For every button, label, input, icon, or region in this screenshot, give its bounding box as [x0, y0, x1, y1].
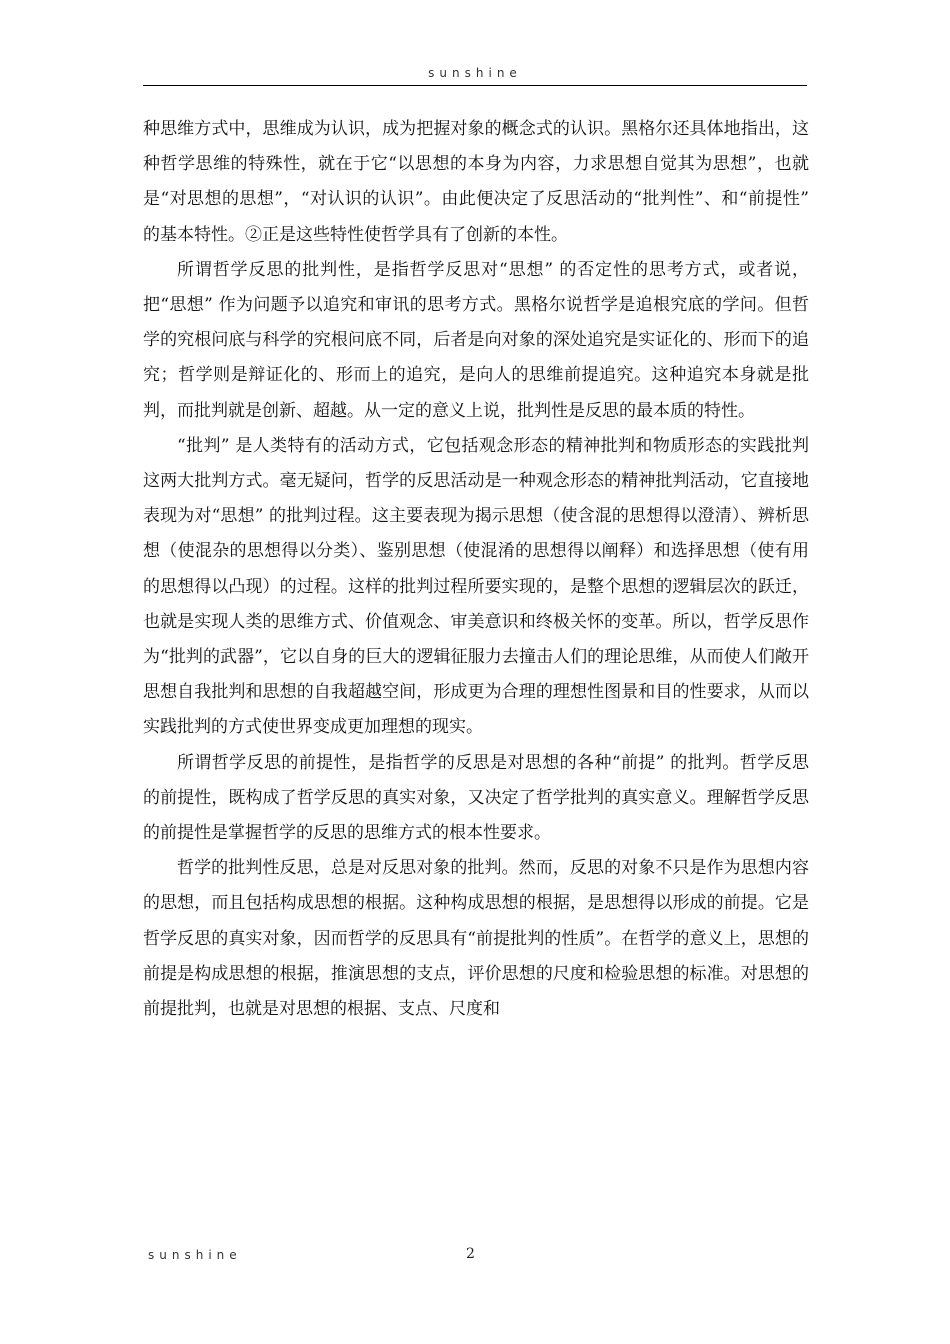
document-body [143, 112, 809, 1027]
paragraph-5: 哲学的批判性反思，总是对反思对象的批判。然而，反思的对象不只是作为思想内容的思想，而且包括构成思想的根据。这种构成思想的根据，是思想得以形成的前提。它是哲学反思的真实对象，因而哲学的反思具有“前提批判的性质”。在哲学的意义上，思想的前提是构成思想的根据，推演思想的支点，评价思想的尺度和检验思想的标准。对思想的前提批判，也就是对思想的根据、支点、尺度和 [143, 858, 809, 1020]
header-divider [143, 85, 807, 86]
page-footer-text: sunshine [148, 1248, 242, 1262]
paragraph-4: 所谓哲学反思的前提性，是指哲学的反思是对思想的各种“前提” 的批判。哲学反思的前提性，既构成了哲学反思的真实对象，又决定了哲学批判的真实意义。理解哲学反思的前提性是掌握哲学的反思的思维方式的根本性要求。 [143, 752, 809, 844]
page-number: 2 [466, 1246, 475, 1262]
page-header: sunshine [428, 66, 522, 80]
paragraph-1: 种思维方式中，思维成为认识，成为把握对象的概念式的认识。黑格尔还具体地指出，这种哲学思维的特殊性，就在于它“以思想的本身为内容，力求思想自觉其为思想”，也就是“对思想的思想”，“对认识的认识”。由此便决定了反思活动的“批判性”、和“前提性” 的基本特性。②正是这些特性使哲学具有了创新的本性。 [143, 119, 809, 245]
paragraph-3: “批判” 是人类特有的活动方式，它包括观念形态的精神批判和物质形态的实践批判这两大批判方式。毫无疑问，哲学的反思活动是一种观念形态的精神批判活动，它直接地表现为对“思想” 的批判过程。这主要表现为揭示思想（使含混的思想得以澄清）、辨析思想（使混杂的思想得以分类）、鉴别思想（使混淆的思想得以阐释）和选择思想（使有用的思想得以凸现）的过程。这样的批判过程所要实现的，是整个思想的逻辑层次的跃迁，也就是实现人类的思维方式、价值观念、审美意识和终极关怀的变革。所以，哲学反思作为“批判的武器”，它以自身的巨大的逻辑征服力去撞击人们的理论思维，从而使人们敞开思想自我批判和思想的自我超越空间，形成更为合理的理想性图景和目的性要求，从而以实践批判的方式使世界变成更加理想的现实。 [143, 435, 809, 738]
paragraph-2: 所谓哲学反思的批判性，是指哲学反思对“思想” 的否定性的思考方式，或者说，把“思想” 作为问题予以追究和审讯的思考方式。黑格尔说哲学是追根究底的学问。但哲学的究根问底与科学的究根问底不同，后者是向对象的深处追究是实证化的、形而下的追究；哲学则是辩证化的、形而上的追究，是向人的思维前提追究。这种追究本身就是批判，而批判就是创新、超越。从一定的意义上说，批判性是反思的最本质的特性。 [143, 259, 809, 421]
